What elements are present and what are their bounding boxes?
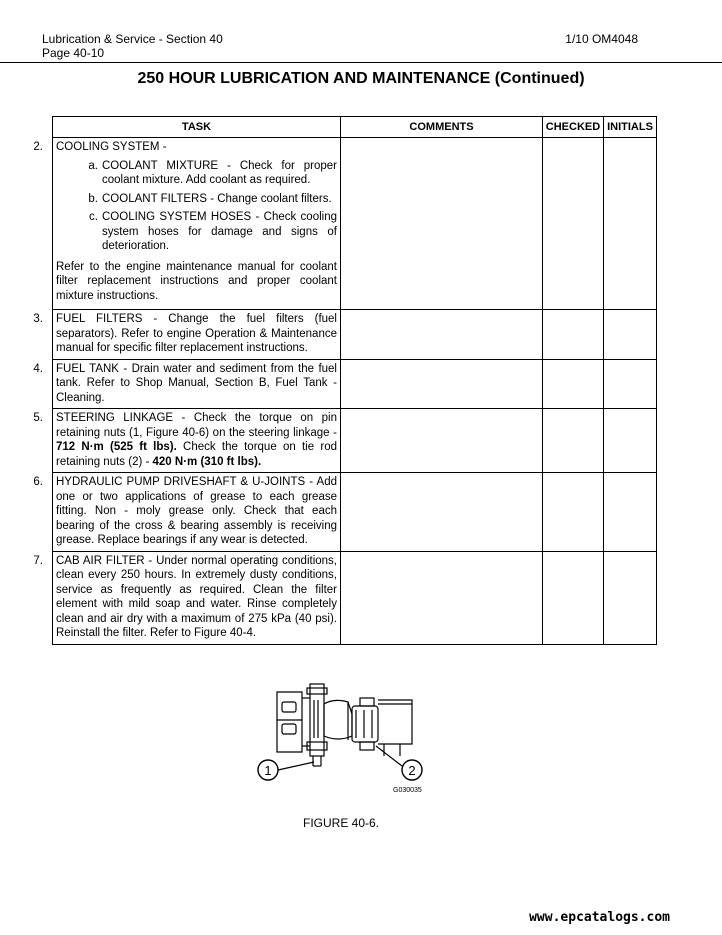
checked-cell[interactable]	[543, 359, 604, 409]
task-cell	[33, 409, 341, 473]
initials-cell[interactable]	[604, 473, 657, 552]
task-intro: COOLING SYSTEM -	[56, 141, 167, 153]
table-row	[53, 359, 657, 409]
checked-cell[interactable]	[543, 473, 604, 552]
checked-cell[interactable]	[543, 409, 604, 473]
task-note: Refer to the engine maintenance manual for coolant filter replacement instructions and proper coolant mixture instructions.	[56, 260, 337, 302]
column-header-comments: COMMENTS	[341, 117, 543, 138]
comments-cell[interactable]	[341, 359, 543, 409]
table-row	[53, 138, 657, 310]
task-number: 5.	[33, 412, 43, 424]
doc-reference: 1/10 OM4048	[565, 32, 638, 46]
initials-cell[interactable]	[604, 359, 657, 409]
task-number: 3.	[33, 313, 43, 325]
task-text: FUEL FILTERS - Change the fuel filters (fuel separators). Refer to engine Operation & Maintenance manual for specific filter replacement instructions.	[56, 313, 337, 354]
figure-code: G030035	[393, 787, 422, 794]
column-header-checked: CHECKED	[543, 117, 604, 138]
table-row	[53, 409, 657, 473]
watermark-url: www.epcatalogs.com	[529, 910, 670, 925]
subtask-letter: a.	[88, 159, 98, 172]
task-cell	[33, 138, 341, 310]
task-text: STEERING LINKAGE - Check the torque on pin retaining nuts (1, Figure 40-6) on the steering linkage -	[56, 412, 337, 439]
figure-caption: FIGURE 40-6.	[302, 816, 380, 830]
steering-linkage-illustration	[252, 680, 432, 800]
page-number: Page 40-10	[42, 46, 105, 60]
task-text: Check the torque on tie rod retaining nuts (2) -	[56, 441, 337, 468]
subtask-text: COOLANT MIXTURE - Check for proper coolant mixture. Add coolant as required.	[102, 159, 337, 186]
comments-cell[interactable]	[341, 310, 543, 360]
task-text: HYDRAULIC PUMP DRIVESHAFT & U-JOINTS - Add one or two applications of grease to each grease fitting. Non - moly grease only. Check that each bearing of the cross & bearing assembly is receiving grease. Replace bearings if any wear is detected.	[56, 476, 337, 546]
subtask-letter: c.	[89, 211, 98, 223]
task-text: CAB AIR FILTER - Under normal operating conditions, clean every 250 hours. In extremely dusty conditions, service as frequently as required. Clean the filter element with mild soap and water. Rinse completely clean and air dry with a maximum of 275 kPa (40 psi). Reinstall the filter. Refer to Figure 40-4.	[56, 554, 337, 639]
table-header-row	[53, 117, 657, 138]
header-rule	[0, 62, 722, 63]
column-header-task: TASK	[53, 117, 341, 138]
subtask	[56, 159, 337, 188]
task-cell	[33, 473, 341, 552]
task-number: 2.	[33, 141, 43, 153]
checked-cell[interactable]	[543, 551, 604, 644]
task-cell	[33, 551, 341, 644]
task-number: 6.	[33, 476, 43, 488]
subtask-text: COOLANT FILTERS - Change coolant filters.	[102, 192, 332, 205]
initials-cell[interactable]	[604, 409, 657, 473]
torque-value-pin-nuts: 712 N·m (525 ft lbs).	[56, 441, 177, 453]
task-text: FUEL TANK - Drain water and sediment from the fuel tank. Refer to Shop Manual, Section B, Fuel Tank - Cleaning.	[56, 362, 337, 404]
callout-2-label: 2	[408, 763, 416, 778]
comments-cell[interactable]	[341, 473, 543, 552]
page-title: 250 HOUR LUBRICATION AND MAINTENANCE (Continued)	[137, 70, 585, 87]
subtask	[56, 210, 337, 254]
subtask	[56, 192, 337, 207]
table-row	[53, 551, 657, 644]
comments-cell[interactable]	[341, 138, 543, 310]
column-header-initials: INITIALS	[604, 117, 657, 138]
checked-cell[interactable]	[543, 310, 604, 360]
comments-cell[interactable]	[341, 409, 543, 473]
task-number: 7.	[33, 554, 43, 567]
table-row	[53, 473, 657, 552]
subtask-text: COOLING SYSTEM HOSES - Check cooling system hoses for damage and signs of deterioration.	[102, 211, 337, 252]
page-header-left	[42, 32, 223, 60]
section-name: Lubrication & Service - Section 40	[42, 32, 223, 46]
table-row	[53, 310, 657, 360]
initials-cell[interactable]	[604, 138, 657, 310]
callout-1-label: 1	[264, 763, 272, 778]
subtask-letter: b.	[88, 192, 98, 205]
comments-cell[interactable]	[341, 551, 543, 644]
maintenance-table	[33, 116, 657, 645]
task-cell	[33, 359, 341, 409]
initials-cell[interactable]	[604, 551, 657, 644]
initials-cell[interactable]	[604, 310, 657, 360]
task-number: 4.	[33, 362, 43, 375]
torque-value-tie-rod-nuts: 420 N·m (310 ft lbs).	[152, 455, 262, 468]
task-cell	[33, 310, 341, 360]
checked-cell[interactable]	[543, 138, 604, 310]
